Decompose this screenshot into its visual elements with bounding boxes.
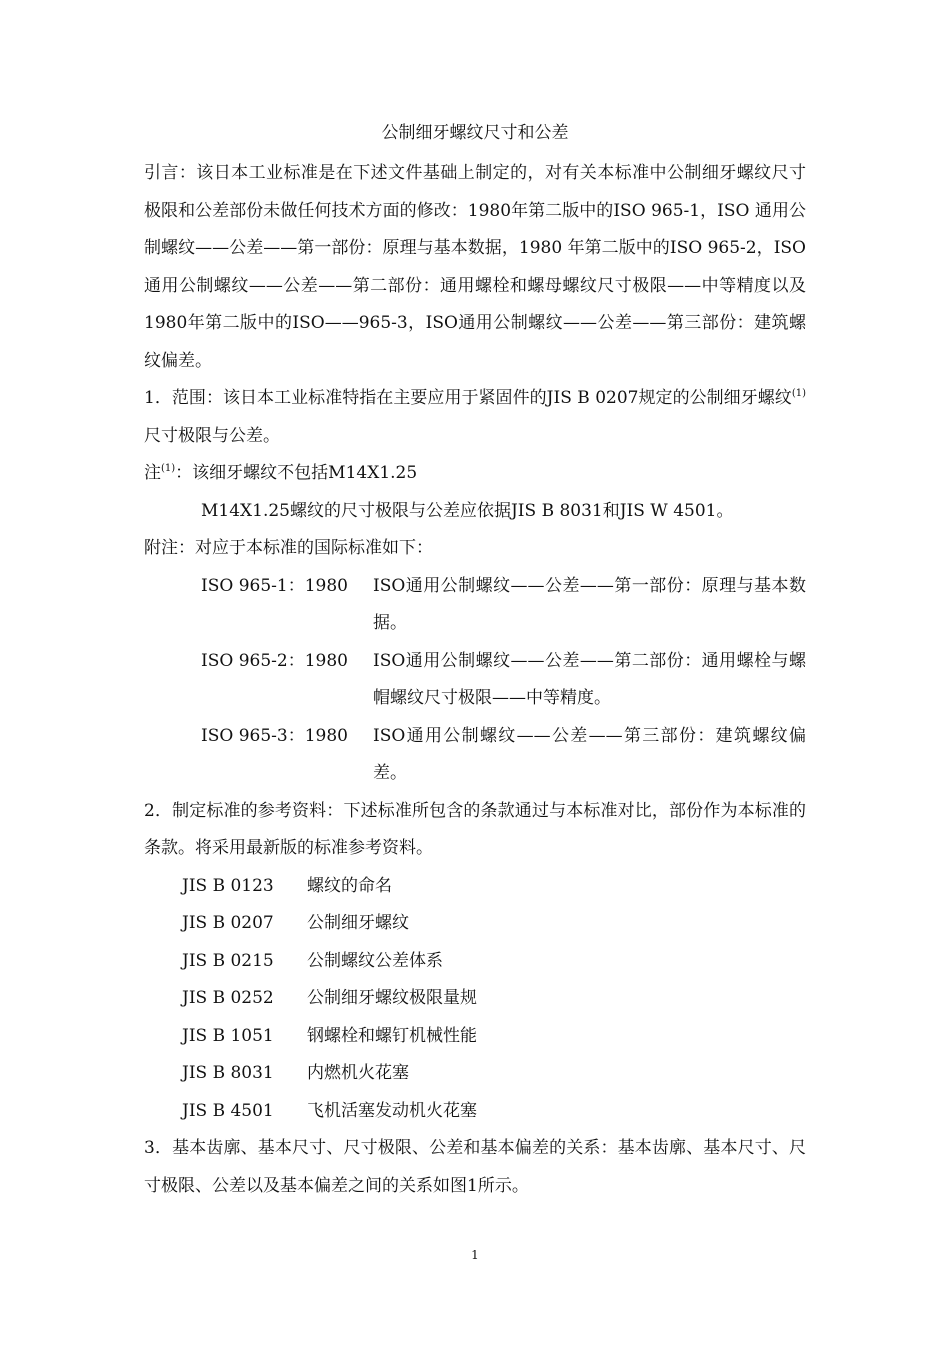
jis-reference-row	[144, 1055, 806, 1093]
iso-reference-code: ISO 965-2：1980	[201, 650, 348, 671]
section-1-text-after: 尺寸极限与公差。	[144, 425, 280, 446]
document-body	[144, 155, 806, 1205]
iso-reference-description: ISO通用公制螺纹——公差——第二部份：通用螺栓与螺帽螺纹尺寸极限——中等精度。	[373, 650, 806, 708]
iso-reference-row	[144, 568, 806, 643]
iso-reference-row	[144, 643, 806, 718]
jis-reference-code: JIS B 0123	[182, 875, 274, 896]
jis-reference-row	[144, 980, 806, 1018]
jis-reference-row	[144, 1093, 806, 1131]
jis-reference-code: JIS B 0215	[182, 950, 274, 971]
iso-reference-code: ISO 965-3：1980	[201, 725, 348, 746]
jis-reference-code: JIS B 1051	[182, 1025, 274, 1046]
jis-reference-code: JIS B 4501	[182, 1100, 274, 1121]
iso-reference-row	[144, 718, 806, 793]
iso-reference-description: ISO通用公制螺纹——公差——第三部份：建筑螺纹偏差。	[373, 725, 806, 783]
jis-reference-description: 螺纹的命名	[307, 875, 392, 896]
footnote-marker: (1)	[791, 388, 806, 399]
section-3-relationship: 3．基本齿廓、基本尺寸、尺寸极限、公差和基本偏差的关系：基本齿廓、基本尺寸、尺寸极限、公差以及基本偏差之间的关系如图1所示。	[144, 1138, 806, 1196]
iso-reference-description: ISO通用公制螺纹——公差——第一部份：原理与基本数据。	[373, 575, 806, 633]
note-footnote-marker: (1)	[161, 463, 176, 474]
note-label: 注	[144, 463, 161, 483]
jis-reference-description: 钢螺栓和螺钉机械性能	[307, 1025, 477, 1046]
jis-reference-description: 内燃机火花塞	[307, 1063, 409, 1083]
section-2-references: 2．制定标准的参考资料：下述标准所包含的条款通过与本标准对比，部份作为本标准的条款。将采用最新版的标准参考资料。	[144, 800, 806, 858]
document-title: 公制细牙螺纹尺寸和公差	[381, 123, 569, 143]
note-line-1	[144, 455, 806, 493]
jis-reference-description: 公制螺纹公差体系	[307, 950, 443, 971]
section-1-text: 1．范围：该日本工业标准特指在主要应用于紧固件的JIS B 0207规定的公制细牙螺纹	[144, 388, 792, 408]
jis-reference-description: 公制细牙螺纹	[307, 913, 409, 933]
note-text: ：该细牙螺纹不包括M14X1.25	[175, 463, 418, 483]
jis-reference-row	[144, 905, 806, 943]
jis-reference-row	[144, 868, 806, 906]
jis-reference-code: JIS B 0252	[182, 988, 274, 1008]
section-1-scope	[144, 380, 806, 455]
appendix-heading: 附注：对应于本标准的国际标准如下：	[144, 538, 433, 558]
iso-reference-code: ISO 965-1：1980	[201, 575, 348, 596]
jis-reference-description: 飞机活塞发动机火花塞	[307, 1100, 477, 1121]
jis-reference-code: JIS B 8031	[182, 1063, 274, 1083]
note-line-2: M14X1.25螺纹的尺寸极限与公差应依据JIS B 8031和JIS W 4501。	[201, 500, 734, 521]
jis-reference-row	[144, 1018, 806, 1056]
page-number: 1	[471, 1248, 479, 1262]
jis-reference-description: 公制细牙螺纹极限量规	[307, 988, 477, 1008]
jis-reference-code: JIS B 0207	[182, 913, 274, 933]
intro-paragraph: 引言：该日本工业标准是在下述文件基础上制定的，对有关本标准中公制细牙螺纹尺寸极限和公差部份未做任何技术方面的修改：1980年第二版中的ISO 965-1，ISO 通用公制螺纹——公差——第一部份：原理与基本数据，1980 年第二版中的ISO 965-2，ISO通用公制螺纹——公差——第二部份：通用螺栓和螺母螺纹尺寸极限——中等精度以及1980年第二版中的ISO——965-3，ISO通用公制螺纹——公差——第三部份：建筑螺纹偏差。	[144, 163, 806, 371]
jis-reference-row	[144, 943, 806, 981]
